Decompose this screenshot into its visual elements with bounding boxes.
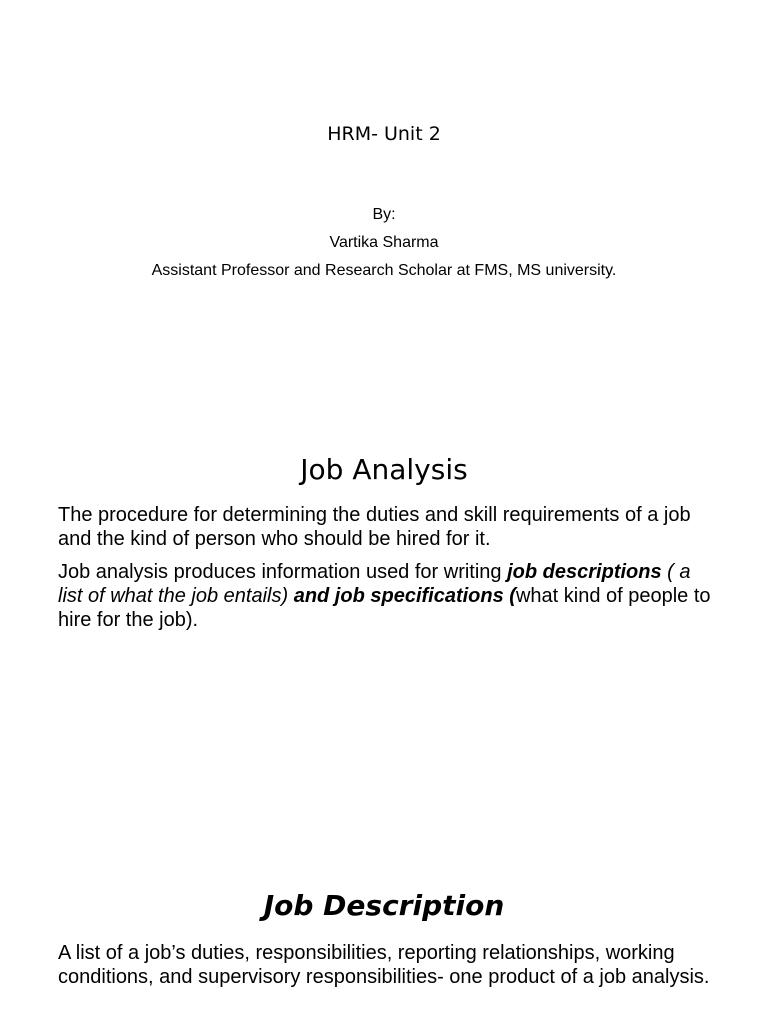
paragraph-text: ( a list of what the job entails	[58, 561, 691, 607]
paragraph-text: )	[281, 585, 289, 607]
term-job-specifications: and job specifications (	[288, 585, 516, 607]
job-analysis-output-paragraph	[58, 560, 718, 632]
term-job-descriptions: job descriptions	[507, 561, 662, 583]
job-analysis-definition: The procedure for determining the duties and skill requirements of a job and the kind of person who should be hired for it.	[58, 504, 691, 550]
author-affiliation: Assistant Professor and Research Scholar at FMS, MS university.	[151, 262, 617, 279]
paragraph-text: Job analysis produces information used for writing	[58, 561, 508, 583]
job-analysis-heading: Job Analysis	[300, 453, 468, 486]
job-description-heading: Job Description	[263, 889, 505, 922]
author-name: Vartika Sharma	[329, 234, 439, 251]
document-title: HRM- Unit 2	[327, 123, 441, 145]
paragraph-text: what kind of people to hire for the job).	[58, 585, 711, 631]
job-description-definition: A list of a job’s duties, responsibilities, reporting relationships, working conditions, and supervisory responsibilities- one product of a job analysis.	[58, 942, 710, 988]
by-label: By:	[372, 206, 396, 223]
